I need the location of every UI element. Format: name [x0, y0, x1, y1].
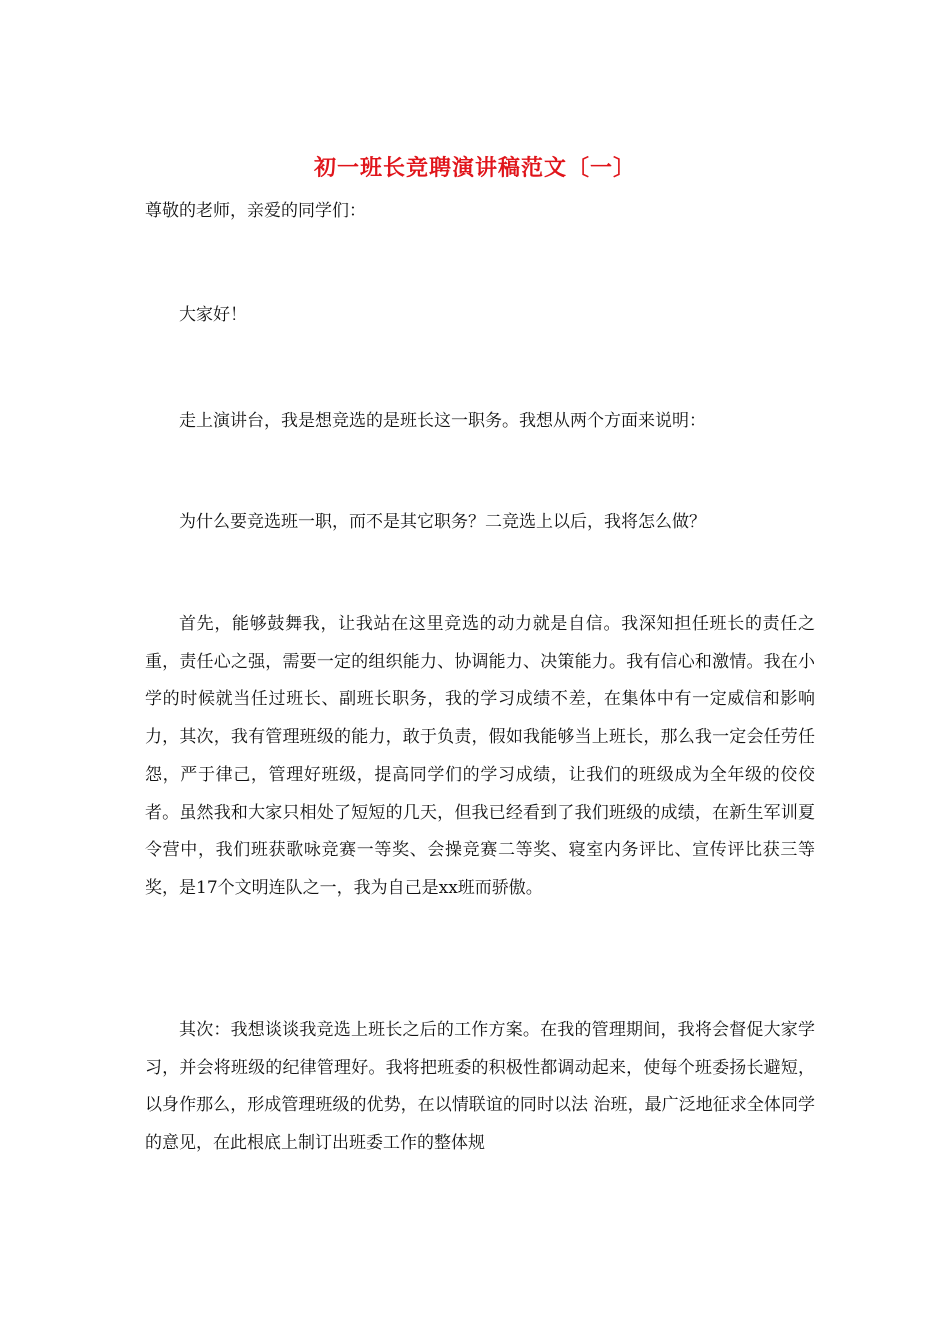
salutation: 尊敬的老师，亲爱的同学们：: [145, 201, 366, 221]
paragraph-greeting: 大家好！: [179, 305, 247, 325]
paragraph-intro: 走上演讲台，我是想竞选的是班长这一职务。我想从两个方面来说明：: [179, 411, 706, 431]
paragraph-first-reason: 首先，能够鼓舞我，让我站在这里竞选的动力就是自信。我深知担任班长的责任之重，责任心之强，需要一定的组织能力、协调能力、决策能力。我有信心和激情。我在小学的时候就当任过班长、副班长职务，我的学习成绩不差，在集体中有一定威信和影响力，其次，我有管理班级的能力，敢于负责，假如我能够当上班长，那么我一定会任劳任怨，严于律己，管理好班级，提高同学们的学习成绩，让我们的班级成为全年级的佼佼者。虽然我和大家只相处了短短的几天，但我已经看到了我们班级的成绩，在新生军训夏令营中，我们班获歌咏竞赛一等奖、会操竞赛二等奖、寝室内务评比、宣传评比获三等奖，是17个文明连队之一，我为自己是xx班而骄傲。: [145, 614, 815, 898]
paragraph-questions: 为什么要竞选班一职，而不是其它职务？二竞选上以后，我将怎么做？: [179, 512, 706, 532]
document-title: 初一班长竞聘演讲稿范文〔一〕: [313, 155, 636, 181]
paragraph-work-plan: 其次：我想谈谈我竞选上班长之后的工作方案。在我的管理期间，我将会督促大家学习，并会将班级的纪律管理好。我将把班委的积极性都调动起来，使每个班委扬长避短，以身作那么，形成管理班级的优势，在以情联谊的同时以法 治班，最广泛地征求全体同学的意见，在此根底上制订出班委工作的整体规: [145, 1020, 815, 1154]
